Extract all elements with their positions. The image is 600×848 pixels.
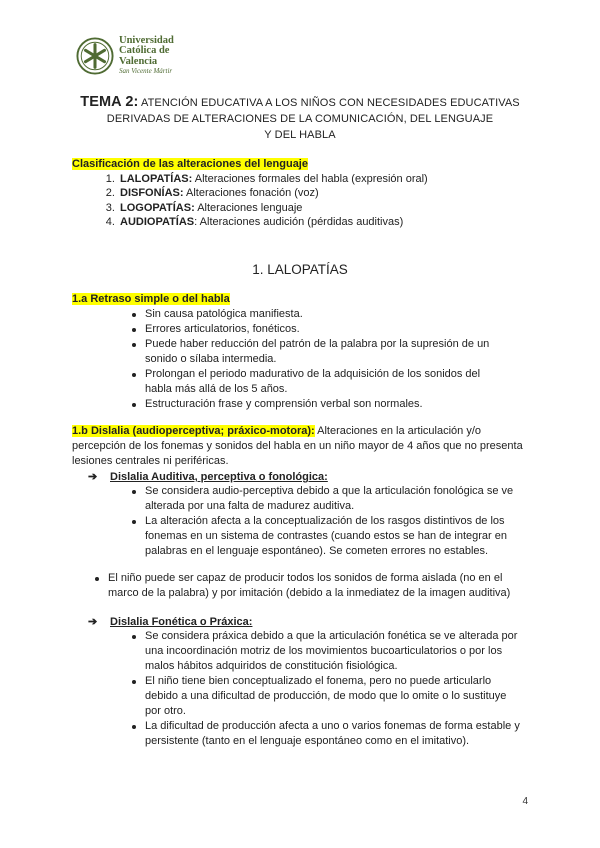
list-item: Se considera audio-perceptiva debido a que la articulación fonológica se ve alterada por una falta de madurez auditiva. bbox=[145, 484, 520, 514]
list-item: Errores articulatorios, fonéticos. bbox=[145, 322, 495, 337]
classification-block bbox=[72, 157, 428, 230]
list-item: Se considera práxica debido a que la articulación fonética se ve alterada por una incoordinación motriz de los movimientos bucoarticulatorios o por los malos hábitos adquiridos de constitución fisiológica. bbox=[145, 629, 525, 674]
dislalia-heading: 1.b Dislalia (audioperceptiva; práxico-motora): bbox=[72, 425, 315, 437]
section-title: 1. LALOPATÍAS bbox=[252, 262, 348, 277]
logo-line-4: San Vicente Mártir bbox=[119, 67, 173, 76]
list-item: La alteración afecta a la conceptualización de los rasgos distintivos de los fonemas en un sistema de contrastes (cuando estos se han de integrar en palabras en el lenguaje espontáneo). Se cometen errores no estables. bbox=[145, 514, 520, 559]
list-item: El niño puede ser capaz de producir todos los sonidos de forma aislada (no en el marco de la palabra) y por imitación (debido a la inmediatez de la imagen auditiva) bbox=[108, 571, 518, 601]
dislalia-fonetica-title: Dislalia Fonética o Práxica: bbox=[110, 616, 253, 628]
list-item: Puede haber reducción del patrón de la palabra por la supresión de un sonido o sílaba intermedia. bbox=[145, 337, 495, 367]
classification-item bbox=[118, 215, 428, 230]
classification-desc: : Alteraciones audición (pérdidas auditivas) bbox=[194, 216, 404, 228]
list-item: El niño tiene bien conceptualizado el fonema, pero no puede articularlo debido a una dificultad de producción, de modo que lo omite o lo sustituye por otro. bbox=[145, 674, 525, 719]
title-line-3: Y DEL HABLA bbox=[264, 129, 336, 141]
dislalia-fonetica-heading bbox=[88, 615, 252, 629]
dislalia-note bbox=[108, 571, 518, 601]
retraso-heading: 1.a Retraso simple o del habla bbox=[72, 293, 230, 305]
list-item: Sin causa patológica manifiesta. bbox=[145, 307, 495, 322]
classification-item bbox=[118, 172, 428, 187]
document-title bbox=[60, 94, 540, 143]
retraso-list bbox=[145, 307, 495, 412]
classification-term: DISFONÍAS: bbox=[120, 187, 184, 199]
arrow-right-icon: ➔ bbox=[88, 471, 98, 483]
classification-heading: Clasificación de las alteraciones del lenguaje bbox=[72, 158, 308, 170]
dislalia-fonetica-list bbox=[145, 629, 525, 749]
classification-term: LALOPATÍAS: bbox=[120, 172, 193, 185]
classification-desc: Alteraciones lenguaje bbox=[194, 201, 303, 214]
dislalia-auditiva-heading bbox=[88, 470, 328, 484]
list-item: Prolongan el periodo madurativo de la adquisición de los sonidos del habla más allá de los 5 años. bbox=[145, 367, 495, 397]
classification-desc: Alteraciones formales del habla (expresión oral) bbox=[192, 172, 428, 185]
classification-term: AUDIOPATÍAS bbox=[120, 216, 195, 228]
classification-term: LOGOPATÍAS: bbox=[120, 201, 195, 214]
university-seal-icon bbox=[76, 37, 114, 75]
classification-desc: Alteraciones fonación (voz) bbox=[183, 187, 319, 199]
classification-list bbox=[72, 172, 428, 230]
arrow-right-icon: ➔ bbox=[88, 616, 98, 628]
dislalia-auditiva-title: Dislalia Auditiva, perceptiva o fonológica: bbox=[110, 471, 328, 483]
list-item: Estructuración frase y comprensión verbal son normales. bbox=[145, 397, 495, 412]
dislalia-intro bbox=[72, 424, 530, 469]
logo-line-1: Universidad bbox=[119, 34, 174, 46]
dislalia-intro-text: Alteraciones en la articulación y/o percepción de los fonemas y sonidos del habla en un niño mayor de 4 años que no presenta lesiones centrales ni periféricas. bbox=[72, 425, 523, 467]
classification-item bbox=[118, 186, 428, 201]
page-number: 4 bbox=[522, 796, 528, 807]
tema-label: TEMA 2: bbox=[80, 94, 139, 110]
logo-line-2: Católica de bbox=[119, 45, 170, 57]
logo-line-3: Valencia bbox=[119, 55, 158, 67]
classification-item bbox=[118, 201, 428, 216]
list-item: La dificultad de producción afecta a uno o varios fonemas de forma estable y persistente (tanto en el lenguaje espontáneo como en el imitativo). bbox=[145, 719, 525, 749]
retraso-heading-block bbox=[72, 292, 532, 307]
dislalia-auditiva-list bbox=[145, 484, 520, 559]
title-line-1: ATENCIÓN EDUCATIVA A LOS NIÑOS CON NECESIDADES EDUCATIVAS bbox=[138, 97, 520, 109]
university-logo bbox=[76, 36, 174, 76]
title-line-2: DERIVADAS DE ALTERACIONES DE LA COMUNICACIÓN, DEL LENGUAJE bbox=[106, 113, 494, 125]
